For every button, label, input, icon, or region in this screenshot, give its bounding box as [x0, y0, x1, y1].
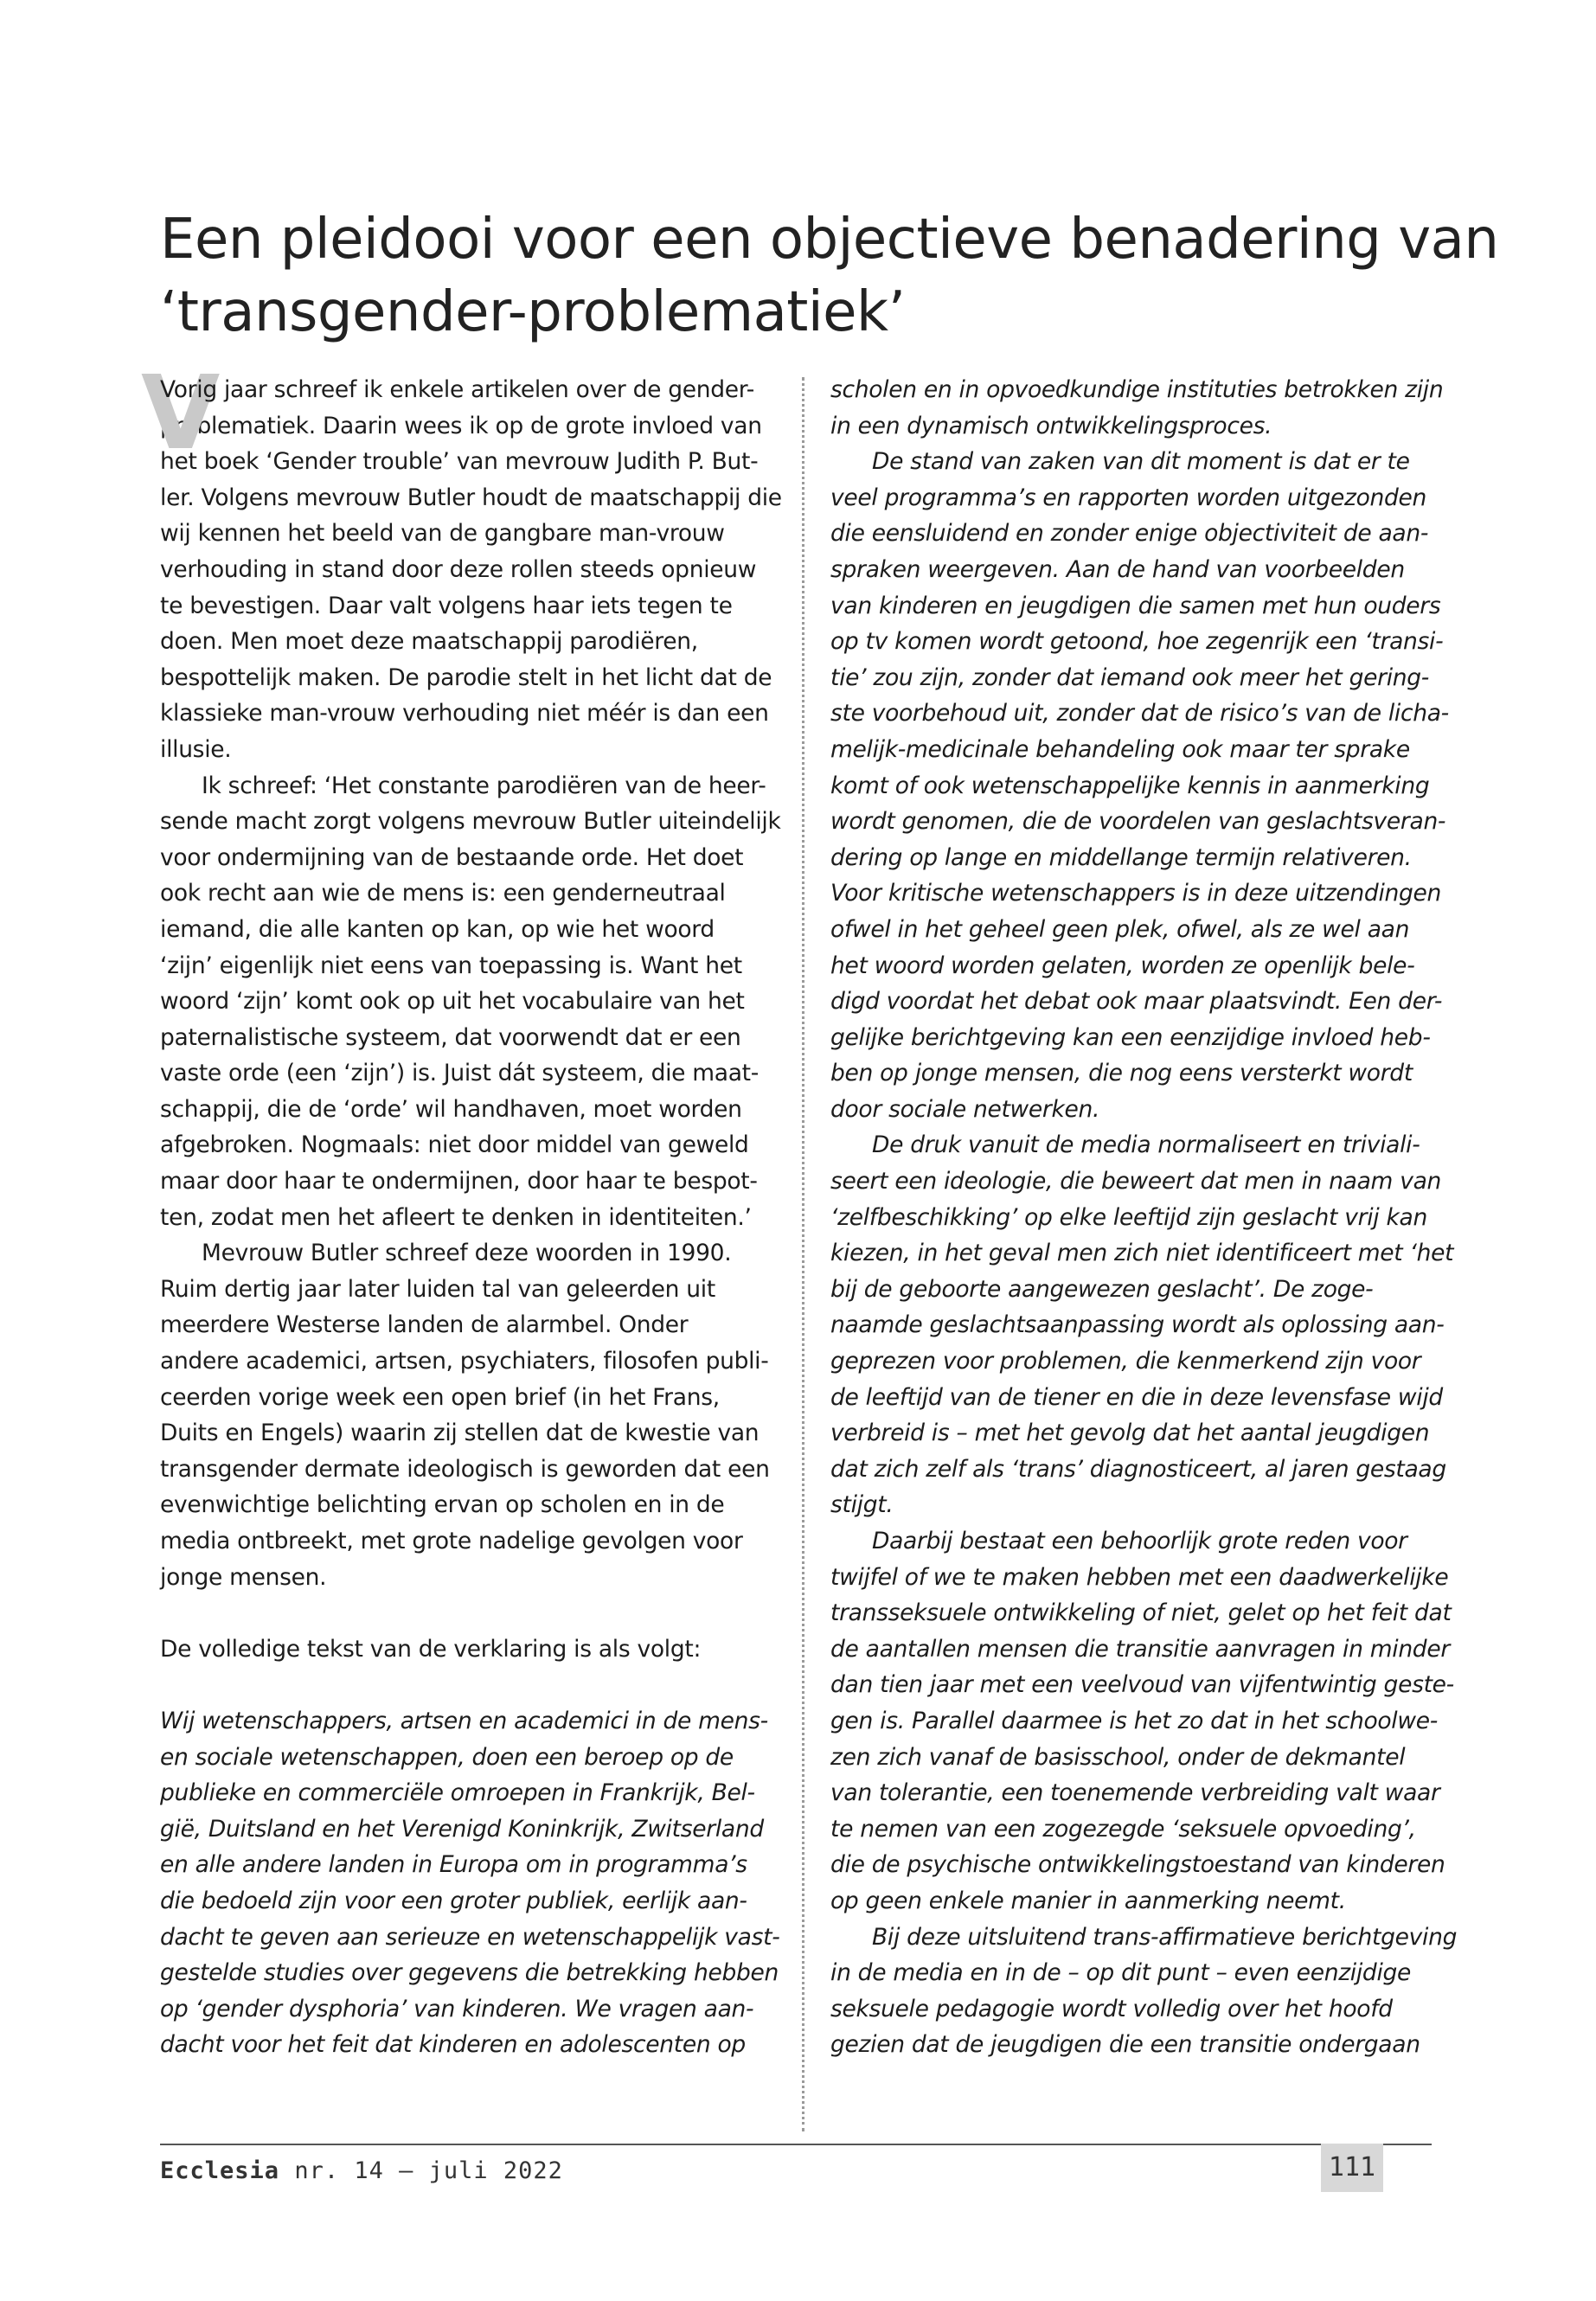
text-line: publieke en commerciële omroepen in Frankrijk, Bel- [160, 1779, 755, 1807]
text-line: komt of ook wetenschappelijke kennis in aanmerking [830, 772, 1430, 799]
text-line: voor ondermijning van de bestaande orde. Het doet [160, 843, 744, 871]
text-line: illusie. [160, 735, 232, 763]
text-line: meerdere Westerse landen de alarmbel. Onder [160, 1311, 689, 1339]
text-line: transgender dermate ideologisch is geworden dat een [160, 1455, 770, 1483]
text-line: verhouding in stand door deze rollen steeds opnieuw [160, 555, 757, 583]
text-line: op tv komen wordt getoond, hoe zegenrijk een ‘transi- [830, 628, 1444, 656]
text-line: te nemen van een zogezegde ‘seksuele opvoeding’, [830, 1815, 1416, 1843]
text-line: dacht voor het feit dat kinderen en adolescenten op [160, 2031, 746, 2059]
text-line: verbreid is – met het gevolg dat het aantal jeugdigen [830, 1420, 1430, 1447]
text-line: naamde geslachtsaanpassing wordt als oplossing aan- [830, 1311, 1445, 1339]
text-line: ten, zodat men het afleert te denken in identiteiten.’ [160, 1203, 752, 1231]
text-line: woord ‘zijn’ komt ook op uit het vocabulaire van het [160, 988, 745, 1016]
text-line: gelijke berichtgeving kan een eenzijdige invloed heb- [830, 1023, 1431, 1051]
title-line-2: ‘transgender-problematiek’ [160, 280, 906, 344]
text-line: en alle andere landen in Europa om in programma’s [160, 1851, 747, 1879]
text-line: Voor kritische wetenschappers is in deze uitzendingen [830, 880, 1442, 907]
text-line: melijk-medicinale behandeling ook maar ter sprake [830, 735, 1410, 763]
text-line: door sociale netwerken. [830, 1095, 1100, 1123]
text-line: ben op jonge mensen, die nog eens versterkt wordt [830, 1060, 1413, 1087]
text-line: op geen enkele manier in aanmerking neemt. [830, 1887, 1346, 1914]
text-line: wordt genomen, die de voordelen van geslachtsveran- [830, 808, 1446, 836]
text-line: gestelde studies over gegevens die betrekking hebben [160, 1959, 779, 1987]
text-line: Bij deze uitsluitend trans-affirmatieve berichtgeving [872, 1923, 1458, 1951]
text-line: de aantallen mensen die transitie aanvragen in minder [830, 1635, 1450, 1663]
text-line: te bevestigen. Daar valt volgens haar iets tegen te [160, 592, 733, 619]
text-line: ofwel in het geheel geen plek, ofwel, als ze wel aan [830, 915, 1410, 943]
text-line: wij kennen het beeld van de gangbare man-vrouw [160, 520, 725, 548]
text-line: die eensluidend en zonder enige objectiviteit de aan- [830, 520, 1429, 548]
text-line: seert een ideologie, die beweert dat men in naam van [830, 1168, 1442, 1195]
text-line: spraken weergeven. Aan de hand van voorbeelden [830, 555, 1405, 583]
text-line: in een dynamisch ontwikkelingsproces. [830, 412, 1272, 439]
text-line: dat zich zelf als ‘trans’ diagnosticeert, al jaren gestaag [830, 1455, 1446, 1483]
text-line: scholen en in opvoedkundige instituties betrokken zijn [830, 376, 1444, 403]
text-line: de leeftijd van de tiener en die in deze levensfase wijd [830, 1383, 1443, 1411]
text-line: vaste orde (een ‘zijn’) is. Juist dát systeem, die maat- [160, 1060, 760, 1087]
text-line: Vorig jaar schreef ik enkele artikelen over de gender- [160, 376, 754, 403]
text-line: transseksuele ontwikkeling of niet, gelet op het feit dat [830, 1599, 1452, 1627]
text-line: ook recht aan wie de mens is: een genderneutraal [160, 880, 726, 907]
text-line: zen zich vanaf de basisschool, onder de dekmantel [830, 1743, 1406, 1771]
text-line: het boek ‘Gender trouble’ van mevrouw Judith P. But- [160, 448, 759, 476]
text-line: ler. Volgens mevrouw Butler houdt de maatschappij die [160, 484, 782, 511]
text-line: Daarbij bestaat een behoorlijk grote reden voor [872, 1528, 1407, 1554]
text-line: afgebroken. Nogmaals: niet door middel van geweld [160, 1131, 749, 1159]
text-line: ste voorbehoud uit, zonder dat de risico’s van de licha- [830, 700, 1449, 727]
text-line: het woord worden gelaten, worden ze openlijk bele- [830, 952, 1415, 979]
journal-name: Ecclesia [160, 2157, 280, 2184]
text-line: Wij wetenschappers, artsen en academici in de mens- [160, 1707, 768, 1734]
text-line: De druk vanuit de media normaliseert en triviali- [872, 1131, 1420, 1159]
text-line: ceerden vorige week een open brief (in het Frans, [160, 1383, 720, 1411]
text-line: gen is. Parallel daarmee is het zo dat in het schoolwe- [830, 1707, 1438, 1734]
page-number: 111 [1321, 2144, 1383, 2192]
issue-info: nr. 14 – juli 2022 [294, 2157, 563, 2184]
text-line: sende macht zorgt volgens mevrouw Butler uiteindelijk [160, 808, 781, 836]
text-line: De stand van zaken van dit moment is dat er te [872, 448, 1410, 476]
text-line: jonge mensen. [160, 1563, 327, 1591]
text-line: dering op lange en middellange termijn relativeren. [830, 843, 1412, 871]
footer-citation [160, 2152, 563, 2190]
text-line: bij de geboorte aangewezen geslacht’. De zoge- [830, 1275, 1374, 1303]
text-line: in de media en in de – op dit punt – even eenzijdige [830, 1959, 1412, 1987]
text-line: Ik schreef: ‘Het constante parodiëren van de heer- [202, 772, 766, 799]
left-column [141, 353, 782, 2063]
text-line: maar door haar te ondermijnen, door haar te bespot- [160, 1168, 758, 1195]
text-line: bespottelijk maken. De parodie stelt in het licht dat de [160, 663, 772, 691]
text-line: digd voordat het debat ook maar plaatsvindt. Een der- [830, 988, 1443, 1016]
text-line: op ‘gender dysphoria’ van kinderen. We vragen aan- [160, 1995, 754, 2022]
text-line: gië, Duitsland en het Verenigd Koninkrijk, Zwitserland [160, 1815, 764, 1843]
paragraph-gap [160, 1595, 779, 1631]
text-line: dacht te geven aan serieuze en wetenschappelijk vast- [160, 1923, 780, 1951]
footer-rule [160, 2144, 1432, 2145]
paragraph-gap [160, 1667, 779, 1703]
text-line: ‘zijn’ eigenlijk niet eens van toepassing is. Want het [160, 952, 742, 979]
title-line-1: Een pleidooi voor een objectieve benadering van [160, 208, 1499, 272]
text-line: media ontbreekt, met grote nadelige gevolgen voor [160, 1528, 743, 1554]
text-line: Duits en Engels) waarin zij stellen dat de kwestie van [160, 1420, 760, 1447]
text-line: evenwichtige belichting ervan op scholen en in de [160, 1491, 725, 1519]
text-line: twijfel of we te maken hebben met een daadwerkelijke [830, 1563, 1449, 1591]
text-line: Mevrouw Butler schreef deze woorden in 1990. [202, 1240, 732, 1267]
text-line: dan tien jaar met een veelvoud van vijfentwintig geste- [830, 1671, 1454, 1699]
text-line: paternalistische systeem, dat voorwendt dat er een [160, 1023, 741, 1051]
text-line: tie’ zou zijn, zonder dat iemand ook meer het gering- [830, 663, 1430, 691]
text-line: Ruim dertig jaar later luiden tal van geleerden uit [160, 1275, 715, 1303]
text-line: kiezen, in het geval men zich niet identificeert met ‘het [830, 1240, 1454, 1267]
text-line: problematiek. Daarin wees ik op de grote invloed van [160, 412, 762, 439]
text-line: iemand, die alle kanten op kan, op wie het woord [160, 915, 715, 943]
text-line: ‘zelfbeschikking’ op elke leeftijd zijn geslacht vrij kan [830, 1203, 1427, 1231]
text-line: schappij, die de ‘orde’ wil handhaven, moet worden [160, 1095, 742, 1123]
text-line: stijgt. [830, 1491, 894, 1519]
drop-cap: V [141, 353, 221, 472]
text-line: en sociale wetenschappen, doen een beroep op de [160, 1743, 734, 1771]
text-line: De volledige tekst van de verklaring is als volgt: [160, 1635, 702, 1663]
text-line: gezien dat de jeugdigen die een transitie ondergaan [830, 2031, 1420, 2059]
text-line: geprezen voor problemen, die kenmerkend zijn voor [830, 1348, 1421, 1375]
text-line: klassieke man-vrouw verhouding niet méér is dan een [160, 700, 769, 727]
text-line: andere academici, artsen, psychiaters, filosofen publi- [160, 1348, 769, 1375]
text-line: veel programma’s en rapporten worden uitgezonden [830, 484, 1427, 511]
text-line: die de psychische ontwikkelingstoestand van kinderen [830, 1851, 1445, 1879]
article-title [160, 203, 1499, 349]
text-line: van kinderen en jeugdigen die samen met hun ouders [830, 592, 1441, 619]
text-line: van tolerantie, een toenemende verbreiding valt waar [830, 1779, 1440, 1807]
right-column [830, 372, 1458, 2063]
column-divider [802, 377, 804, 2131]
text-line: seksuele pedagogie wordt volledig over het hoofd [830, 1995, 1393, 2022]
text-line: doen. Men moet deze maatschappij parodiëren, [160, 628, 698, 656]
text-line: die bedoeld zijn voor een groter publiek, eerlijk aan- [160, 1887, 747, 1914]
